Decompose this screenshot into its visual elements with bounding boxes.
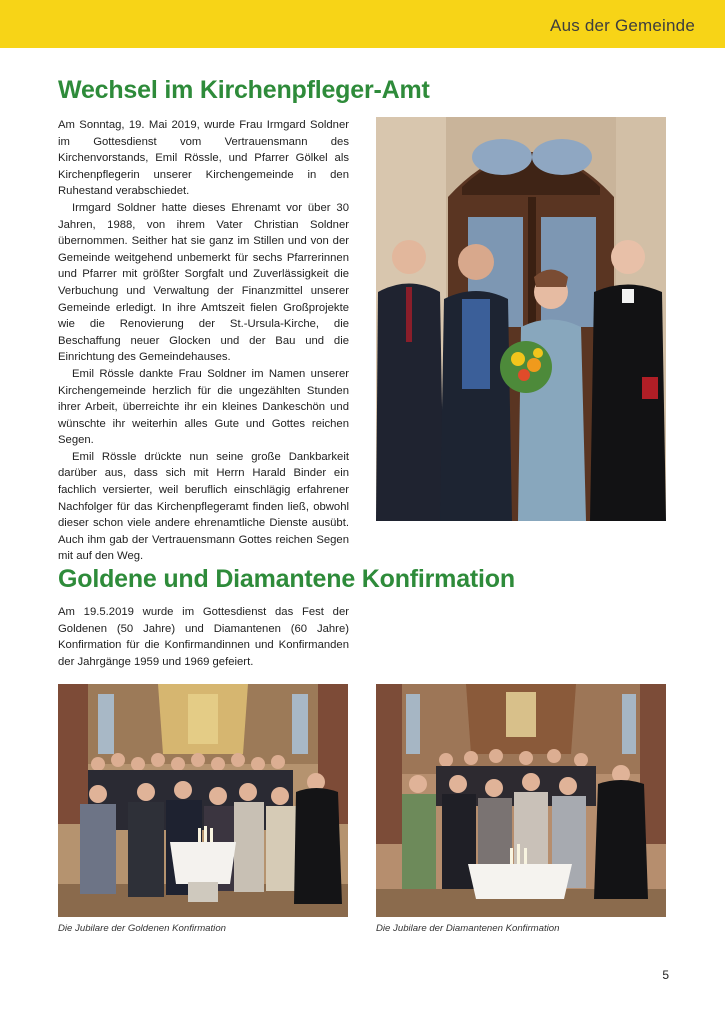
paragraph: Emil Rössle dankte Frau Soldner im Namen unserer Kirchengemeinde herzlich für die ungezählten Stunden ihrer Arbeit, überreichte ihr ein kleines Dankeschön und wünschte ihr weiterhin alles Gute und Gottes reichen Segen. (58, 367, 349, 447)
section-label: Aus der Gemeinde (550, 16, 695, 35)
page-number: 5 (662, 968, 669, 982)
photo-diamantene-konfirmation (376, 684, 666, 917)
header-bar (0, 0, 725, 48)
article-title-konfirmation: Goldene und Diamantene Konfirmation (58, 565, 515, 593)
caption-goldene: Die Jubilare der Goldenen Konfirmation (58, 923, 226, 934)
caption-diamantene: Die Jubilare der Diamantenen Konfirmation (376, 923, 560, 934)
paragraph: Am Sonntag, 19. Mai 2019, wurde Frau Irmgard Soldner im Gottesdienst vom Vertrauensmann des Kirchenvorstands, Emil Rössle, und Pfarrer Gölkel als Kirchenpflegerin unserer Kirchengemeinde in den Ruhestand verabschiedet. (58, 119, 349, 198)
photo-kirchenpflegerin-farewell (376, 117, 666, 521)
paragraph: Irmgard Soldner hatte dieses Ehrenamt vor über 30 Jahren, 1988, von ihrem Vater Christian Soldner übernommen. Seither hat sie ganz im Stillen und von der Gemeinde weitgehend unbemerkt für sechs Pfarrerinnen und Pfarrer mit größter Sorgfalt und Zuverlässigkeit die Verbuchung und Verwaltung der Finanzmittel unserer Gemeinde erledigt. In ihre Amtszeit fielen Großprojekte wie die Renovierung der St.-Ursula-Kirche, die Beschaffung neuer Glocken und der Bau und die Einrichtung des Gemeindehauses. (58, 201, 349, 364)
article-title-kirchenpfleger: Wechsel im Kirchenpfleger-Amt (58, 76, 430, 104)
photo-goldene-konfirmation (58, 684, 348, 917)
article-body-kirchenpfleger (58, 117, 349, 565)
paragraph: Emil Rössle drückte nun seine große Dankbarkeit darüber aus, dass sich mit Herrn Harald Binder ein fachlich versierter, weil beruflich einschlägig erfahrener Nachfolger für das Kirchenpflegeramt finden ließ, obwohl dieser schon viele andere ehrenamtliche Dienste ausübt. Auch ihm gab der Vertrauensmann Gottes reichen Segen mit auf den Weg. (58, 450, 349, 563)
paragraph: Am 19.5.2019 wurde im Gottesdienst das Fest der Goldenen (50 Jahre) und Diamantenen (60 Jahre) Konfirmation für die Konfirmandinnen und Konfirmanden der Jahrgänge 1959 und 1969 gefeiert. (58, 606, 349, 668)
article-body-konfirmation (58, 604, 349, 670)
